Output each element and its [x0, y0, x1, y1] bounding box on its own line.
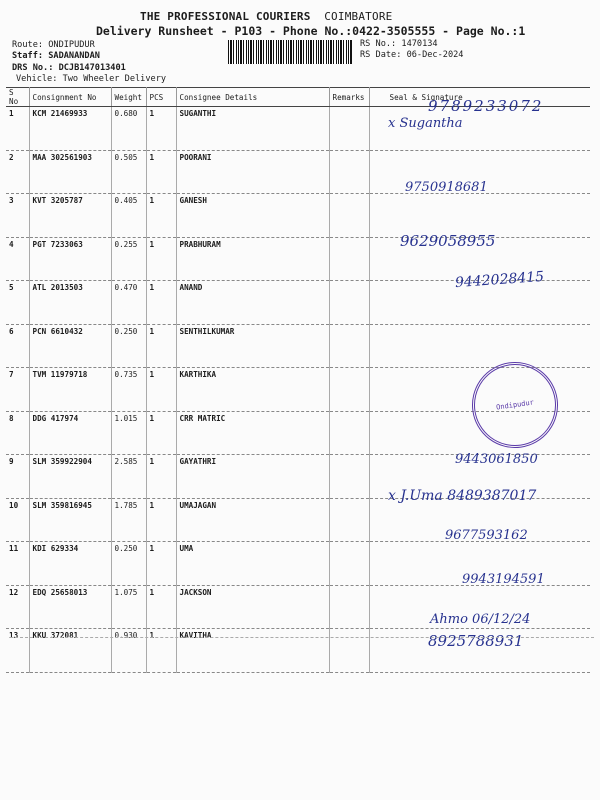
cell-sno: 7 [6, 368, 29, 412]
cell-weight: 0.405 [111, 194, 146, 238]
cell-sno: 13 [6, 629, 29, 673]
cell-pcs: 1 [146, 324, 176, 368]
cell-consignment: KCM 21469933 [29, 107, 111, 151]
rs-number: RS No.: 1470134 [360, 39, 438, 49]
cell-weight: 0.505 [111, 150, 146, 194]
cell-consignee: JACKSON [176, 585, 329, 629]
cell-weight: 1.015 [111, 411, 146, 455]
barcode [228, 40, 352, 64]
cell-weight: 0.255 [111, 237, 146, 281]
col-signature: Seal & Signature [369, 88, 590, 107]
cell-weight: 0.250 [111, 324, 146, 368]
cell-consignee: SENTHILKUMAR [176, 324, 329, 368]
cell-pcs: 1 [146, 498, 176, 542]
cell-consignment: EDQ 25658013 [29, 585, 111, 629]
cell-consignment: PCN 6610432 [29, 324, 111, 368]
signature-phone: 8925788931 [428, 632, 524, 650]
cell-consignee: CRR MATRIC [176, 411, 329, 455]
cell-sno: 3 [6, 194, 29, 238]
cell-remarks [329, 194, 369, 238]
cell-consignee: ANAND [176, 281, 329, 325]
cell-consignment: SLM 359816945 [29, 498, 111, 542]
signature: x Sugantha [388, 116, 463, 131]
cell-pcs: 1 [146, 194, 176, 238]
signature: Ahmo 06/12/24 [430, 612, 531, 627]
cell-weight: 0.930 [111, 629, 146, 673]
signature-phone: 9789233072 [428, 97, 544, 115]
cell-remarks [329, 107, 369, 151]
cell-consignee: GANESH [176, 194, 329, 238]
cell-sno: 9 [6, 455, 29, 499]
cell-consignment: MAA 302561903 [29, 150, 111, 194]
signature: x J.Uma 8489387017 [388, 488, 537, 504]
cell-weight: 0.470 [111, 281, 146, 325]
cell-weight: 0.735 [111, 368, 146, 412]
cell-sno: 11 [6, 542, 29, 586]
cell-sno: 2 [6, 150, 29, 194]
signature-phone: 9943194591 [462, 572, 545, 587]
cell-remarks [329, 411, 369, 455]
cell-sno: 8 [6, 411, 29, 455]
col-sno: S No [6, 88, 29, 107]
cell-sno: 1 [6, 107, 29, 151]
cell-pcs: 1 [146, 107, 176, 151]
cell-sno: 5 [6, 281, 29, 325]
cell-pcs: 1 [146, 150, 176, 194]
cell-consignee: PRABHURAM [176, 237, 329, 281]
cell-remarks [329, 455, 369, 499]
seal-stamp: Ondipudur [466, 356, 563, 453]
footer-divider [10, 637, 594, 638]
runsheet-subtitle: Delivery Runsheet - P103 - Phone No.:0422-3505555 - Page No.:1 [96, 24, 526, 38]
cell-sno: 6 [6, 324, 29, 368]
cell-weight: 0.680 [111, 107, 146, 151]
cell-consignee: POORANI [176, 150, 329, 194]
table-row [6, 194, 590, 238]
cell-consignee: KAVITHA [176, 629, 329, 673]
cell-remarks [329, 368, 369, 412]
cell-pcs: 1 [146, 585, 176, 629]
cell-remarks [329, 542, 369, 586]
cell-weight: 1.785 [111, 498, 146, 542]
cell-consignee: SUGANTHI [176, 107, 329, 151]
cell-remarks [329, 585, 369, 629]
table-row [6, 324, 590, 368]
signature-phone: 9750918681 [405, 180, 488, 195]
cell-pcs: 1 [146, 281, 176, 325]
cell-pcs: 1 [146, 542, 176, 586]
cell-consignment: PGT 7233063 [29, 237, 111, 281]
cell-remarks [329, 281, 369, 325]
cell-remarks [329, 150, 369, 194]
col-pcs: PCS [146, 88, 176, 107]
cell-consignment: ATL 2013503 [29, 281, 111, 325]
cell-pcs: 1 [146, 368, 176, 412]
cell-remarks [329, 629, 369, 673]
rs-date: RS Date: 06-Dec-2024 [360, 50, 464, 60]
cell-pcs: 1 [146, 411, 176, 455]
col-consignee: Consignee Details [176, 88, 329, 107]
cell-remarks [329, 324, 369, 368]
cell-consignee: UMAJAGAN [176, 498, 329, 542]
cell-consignment: DDG 417974 [29, 411, 111, 455]
cell-consignee: GAYATHRI [176, 455, 329, 499]
signature-phone: 9629058955 [400, 232, 496, 250]
col-consignment: Consignment No [29, 88, 111, 107]
cell-sno: 12 [6, 585, 29, 629]
cell-weight: 1.075 [111, 585, 146, 629]
cell-consignee: UMA [176, 542, 329, 586]
company-title: THE PROFESSIONAL COURIERS COIMBATORE [140, 10, 393, 23]
cell-consignment: KVT 3205787 [29, 194, 111, 238]
drs-number: DRS No.: DCJB147013401 [12, 63, 126, 73]
signature-phone: 9677593162 [445, 528, 528, 543]
cell-consignment: SLM 359922904 [29, 455, 111, 499]
cell-consignment: KKU 372081 [29, 629, 111, 673]
cell-consignment: KDI 629334 [29, 542, 111, 586]
cell-weight: 2.585 [111, 455, 146, 499]
cell-remarks [329, 498, 369, 542]
cell-consignment: TVM 11979718 [29, 368, 111, 412]
cell-pcs: 1 [146, 455, 176, 499]
col-weight: Weight [111, 88, 146, 107]
cell-signature [369, 324, 590, 368]
cell-consignee: KARTHIKA [176, 368, 329, 412]
cell-pcs: 1 [146, 237, 176, 281]
staff: Staff: SADANANDAN [12, 51, 100, 61]
vehicle: Vehicle: Two Wheeler Delivery [16, 74, 167, 84]
cell-sno: 10 [6, 498, 29, 542]
signature-phone: 9443061850 [455, 452, 538, 467]
signature-phone: 9442028415 [454, 268, 545, 292]
route: Route: ONDIPUDUR [12, 40, 95, 50]
cell-sno: 4 [6, 237, 29, 281]
city-name: COIMBATORE [324, 10, 393, 23]
cell-pcs: 1 [146, 629, 176, 673]
table-row [6, 150, 590, 194]
cell-weight: 0.250 [111, 542, 146, 586]
col-remarks: Remarks [329, 88, 369, 107]
cell-signature [369, 194, 590, 238]
cell-remarks [329, 237, 369, 281]
